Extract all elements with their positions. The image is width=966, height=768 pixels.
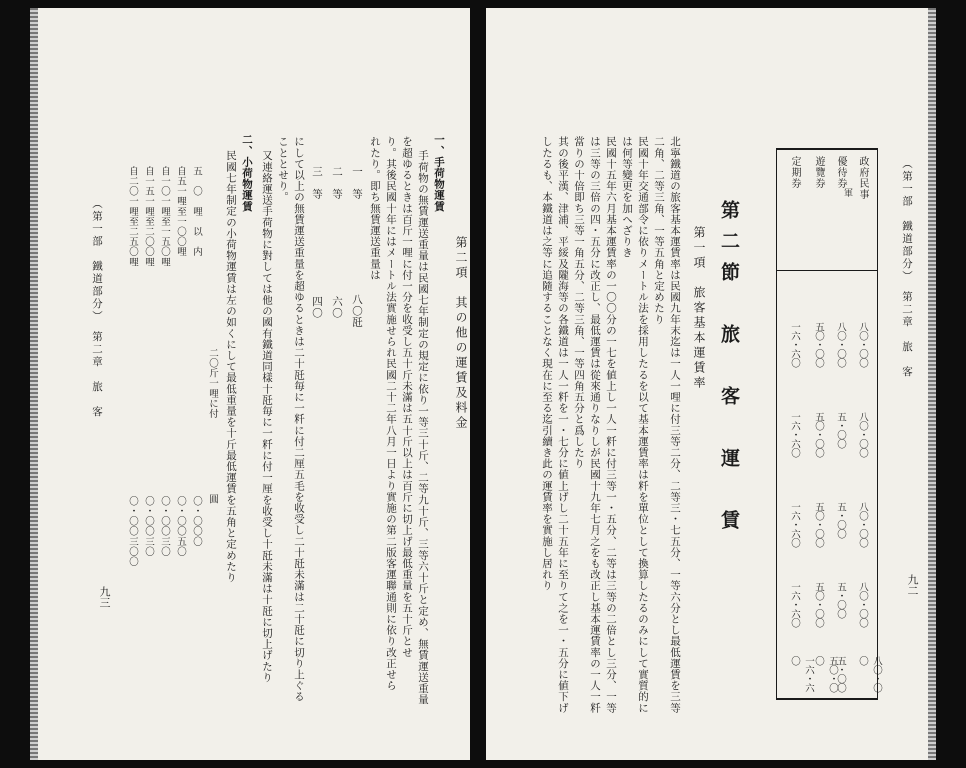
cell-4-1: 一六・六〇 <box>789 322 800 367</box>
parcel-value-5: 〇・〇〇三〇〇 <box>127 496 138 567</box>
left-page <box>30 8 470 760</box>
cell-2-3: 五・〇〇 <box>835 502 846 538</box>
parcel-label-3: 自一〇一哩至一五〇哩 <box>159 166 170 267</box>
parcel-label-2: 自五一哩至一〇〇哩 <box>175 166 186 257</box>
para2-line-1: にして以上の無賃運送重量を超ゆるときは二十瓩毎に一粁に付二厘五毛を收受し二十瓩未滿は二十瓩に切り上ぐる <box>293 136 305 703</box>
parcel-label-5: 自二〇一哩至二五〇哩 <box>127 166 138 267</box>
cell-4-2: 一六・六〇 <box>789 412 800 457</box>
subsection-title: 第一項 旅客基本運賃率 <box>692 226 706 391</box>
parcel-value-1: 〇・〇〇〇 <box>191 496 202 547</box>
page-edge-left <box>30 8 38 760</box>
right-running-header: （第一部 鐵道部分）第二章 旅 客 <box>901 158 913 379</box>
right-page <box>486 8 936 760</box>
heading-small-parcels: 二、小荷物運賃 <box>241 134 253 212</box>
parcel-label-4: 自一五一哩至二〇〇哩 <box>143 166 154 267</box>
cell-3-1: 五〇・〇〇 <box>813 322 824 367</box>
para2-line-3: 又連絡運送手荷物に對しては他の國有鐵道同樣十瓩毎に一粁に付一厘を收受し十瓩未滿は十瓩に切上げたり <box>261 150 273 683</box>
cell-2-4: 五・〇〇 <box>835 582 846 618</box>
cell-1-1: 八〇・〇〇 <box>857 322 868 367</box>
cell-4-5: 一六・六〇 <box>789 656 814 692</box>
right-page-number: 九二 <box>906 574 919 596</box>
para1-line-2: を超ゆるときは百斤一哩に付一分を收受し五十斤未滿は五十斤以上は百斤に切上げ最低重量を五十斤とせ <box>401 136 413 658</box>
rate-line-2: 二角、二等三角、一等五角と定めたり <box>653 136 665 325</box>
rate-line-1: 北寧鐵道の旅客基本運賃率は民國九年末迄は一人一哩に付三等二分、二等三・七五分、一等六分とし最低運賃を三等 <box>669 136 681 714</box>
cell-2-2: 五・〇〇 <box>835 412 846 448</box>
cell-3-5: 五〇・〇〇 <box>813 656 838 692</box>
rate-line-6: は三等の三倍の四・五分に改正し、最低運賃は從來通りなりしが民國十九年七月之をも改正し基本運賃率の一人一粁 <box>589 136 601 714</box>
cell-4-4: 一六・六〇 <box>789 582 800 627</box>
cell-3-4: 五〇・〇〇 <box>813 582 824 627</box>
left-section-title: 第二項 其の他の運賃及料金 <box>454 236 468 431</box>
rate-line-9: したるも、本鐵道は之等に追隨することなく現在に至る迄引續き此の運賃率を實施し居れり <box>541 136 553 592</box>
rate-line-4: は何等變更を加へざりき <box>621 136 633 259</box>
list-value-2: 六〇 <box>331 296 343 319</box>
cell-4-3: 一六・六〇 <box>789 502 800 547</box>
parcel-value-3: 〇・〇〇三〇 <box>159 496 170 557</box>
page-edge-right <box>928 8 936 760</box>
rate-line-7: 當りの十倍即ち三等一角五分、二等三角、一等四角五分と爲したり <box>573 136 585 469</box>
para1-line-4: れたり。即ち無賃運送重量は <box>369 136 381 281</box>
rate-line-3: 民國十年交通部令に依りメートル法を採用したるを以て基本運賃率は粁を單位として換算したるのみにして實質的に <box>637 136 649 714</box>
list-value-1: 八〇瓩 <box>351 294 363 328</box>
para1-line-1: 手荷物の無賃運送重量は民國七年制定の規定に依り一等三十斤、二等九十斤、三等六十斤と定め、無賃運送重量 <box>417 150 429 705</box>
left-running-header: （第一部 鐵道部分）第二章 旅 客 <box>91 198 103 419</box>
table-bracket-label: 軍 <box>842 188 852 197</box>
rate-line-5: 民國十五年六月基本運賃率の一〇〇分の一七を値上し一人一粁に付三等一・五分、二等は三等の二倍とし三分、一等 <box>605 136 617 714</box>
para2-line-2: こととせり。 <box>277 136 289 203</box>
cell-3-2: 五〇・〇〇 <box>813 412 824 457</box>
table-row-label-2: 優待券 <box>835 156 846 189</box>
left-page-number: 九三 <box>98 586 111 608</box>
table-row-label-1: 政府民事 <box>857 156 868 200</box>
cell-2-1: 八〇・〇〇 <box>835 322 846 367</box>
parcel-rate-unit: 圓 <box>207 494 218 505</box>
fare-table <box>776 148 882 700</box>
parcel-value-4: 〇・〇〇三〇 <box>143 496 154 557</box>
cell-3-3: 五〇・〇〇 <box>813 502 824 547</box>
cell-2-5: 五・〇〇 <box>835 656 846 692</box>
table-row-label-3: 遊覽券 <box>813 156 824 189</box>
list-value-3: 四〇 <box>311 296 323 319</box>
list-label-2: 二 等 <box>331 166 343 200</box>
cell-1-3: 八〇・〇〇 <box>857 502 868 547</box>
cell-1-2: 八〇・〇〇 <box>857 412 868 457</box>
cell-1-5: 八〇・〇〇 <box>857 656 882 692</box>
parcel-rate-header: 二〇斤一哩に付 <box>207 348 218 419</box>
parcel-value-2: 〇・〇〇五〇 <box>175 496 186 557</box>
list-label-3: 三 等 <box>311 166 323 200</box>
parcel-label-1: 五 〇 哩 以 内 <box>191 166 202 257</box>
table-row-label-4: 定期券 <box>789 156 800 189</box>
heading-hand-luggage: 一、手荷物運賃 <box>433 134 445 212</box>
para3: 民國七年制定の小荷物運賃は左の如くにして最低重量を十斤最低運賃を五角と定めたり <box>225 150 237 583</box>
cell-1-4: 八〇・〇〇 <box>857 582 868 627</box>
section-title: 第二節 旅 客 運 賃 <box>718 200 740 541</box>
rate-line-8: 其の後平漢、津浦、平綏及隴海等の各鐵道は一人一粁を一・七分に値上げし二十五年に至りて之を一・五分に値下げ <box>557 136 569 714</box>
para1-line-3: り。其後民國十年にはメートル法實施せられ民國二十二年八月一日より實施の第二版客運聯通則に依り改正せら <box>385 136 397 691</box>
list-label-1: 一 等 <box>351 166 363 200</box>
